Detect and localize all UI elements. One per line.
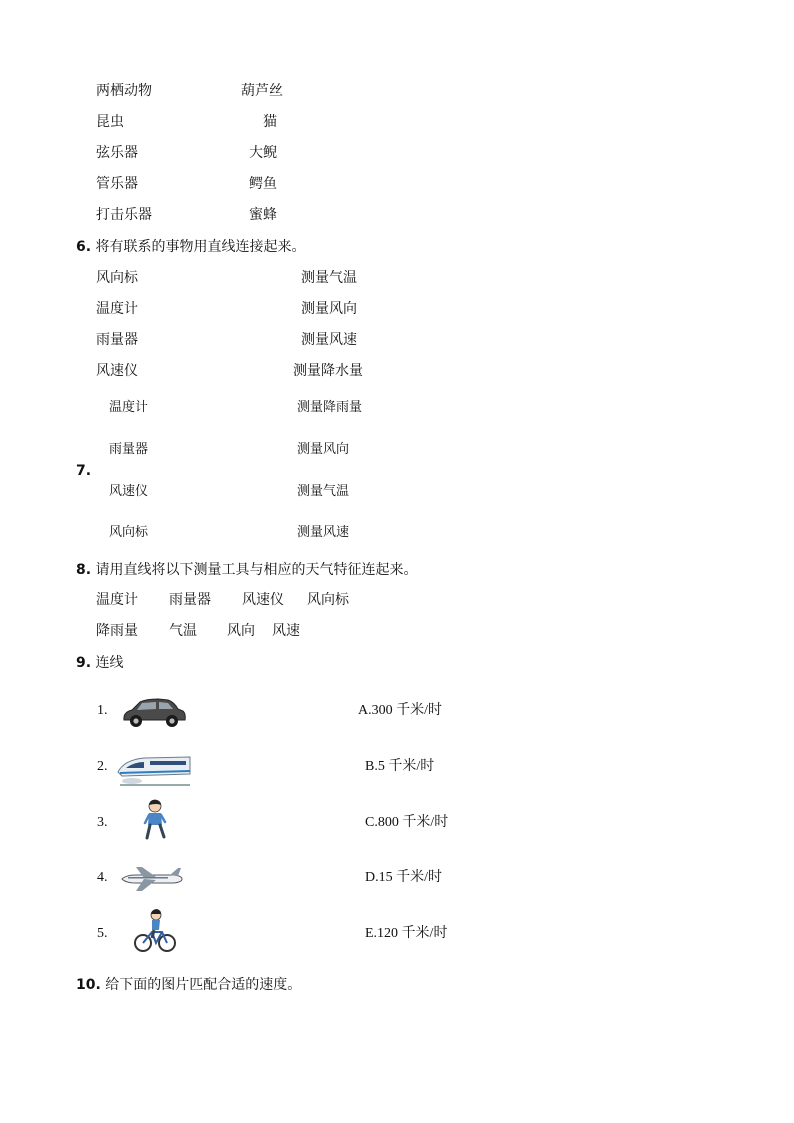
q8-tool: 风向标 <box>307 592 349 608</box>
q9-speed-option: C.800 千米/时 <box>365 815 449 830</box>
q5-left-item: 弦乐器 <box>96 145 138 161</box>
q8-tool: 风速仪 <box>242 592 284 608</box>
q9-item-label: 2. <box>97 759 108 774</box>
train-icon <box>114 746 194 790</box>
q7-right-item: 测量降雨量 <box>297 400 363 415</box>
q8-tool: 雨量器 <box>169 592 211 608</box>
q9-item-label: 5. <box>97 926 108 941</box>
q7-left-item: 风向标 <box>109 525 149 540</box>
q8-question <box>76 561 418 579</box>
q6-left-item: 风向标 <box>96 270 138 286</box>
question-number: 10. <box>76 977 101 993</box>
q7-right-item: 测量风向 <box>297 442 350 457</box>
q6-question <box>76 238 306 256</box>
q6-right-item: 测量降水量 <box>293 363 363 379</box>
q6-right-item: 测量气温 <box>301 270 357 286</box>
q5-right-item: 蜜蜂 <box>249 207 277 223</box>
q8-feature: 风向 <box>227 623 255 639</box>
question-text: 将有联系的事物用直线连接起来。 <box>95 239 306 255</box>
q9-speed-option: D.15 千米/时 <box>365 870 442 885</box>
question-text: 连线 <box>95 655 124 671</box>
q8-feature: 气温 <box>169 623 197 639</box>
q9-question <box>76 654 124 672</box>
q6-left-item: 雨量器 <box>96 332 138 348</box>
q5-right-item: 大鲵 <box>249 145 277 161</box>
q5-right-item: 葫芦丝 <box>241 83 283 99</box>
q5-right-item: 猫 <box>263 114 277 130</box>
q7-right-item: 测量气温 <box>297 484 350 499</box>
question-number: 8. <box>76 562 92 578</box>
question-number: 9. <box>76 655 92 671</box>
q8-tool: 温度计 <box>96 592 138 608</box>
q8-feature: 降雨量 <box>96 623 138 639</box>
q9-item-label: 1. <box>97 703 108 718</box>
q5-left-item: 管乐器 <box>96 176 138 192</box>
car-icon <box>118 692 188 732</box>
airplane-icon <box>118 864 184 894</box>
q6-right-item: 测量风向 <box>301 301 357 317</box>
q5-right-item: 鳄鱼 <box>249 176 277 192</box>
q5-left-item: 昆虫 <box>96 114 124 130</box>
question-text: 请用直线将以下测量工具与相应的天气特征连起来。 <box>95 562 418 578</box>
walking-boy-icon <box>140 798 170 842</box>
q9-speed-option: E.120 千米/时 <box>365 926 448 941</box>
q9-item-label: 4. <box>97 870 108 885</box>
q6-left-item: 温度计 <box>96 301 138 317</box>
q6-right-item: 测量风速 <box>301 332 357 348</box>
question-number: 6. <box>76 239 92 255</box>
question-number: 7. <box>76 463 92 479</box>
q5-left-item: 打击乐器 <box>96 207 152 223</box>
q7-left-item: 风速仪 <box>109 484 149 499</box>
q9-speed-option: A.300 千米/时 <box>358 703 442 718</box>
q9-speed-option: B.5 千米/时 <box>365 759 435 774</box>
q9-item-label: 3. <box>97 815 108 830</box>
question-text: 给下面的图片匹配合适的速度。 <box>105 977 302 993</box>
q6-left-item: 风速仪 <box>96 363 138 379</box>
q7-right-item: 测量风速 <box>297 525 350 540</box>
q8-feature: 风速 <box>272 623 300 639</box>
bicycle-icon <box>132 908 178 954</box>
q10-question <box>76 976 301 994</box>
q7-left-item: 雨量器 <box>109 442 149 457</box>
q5-left-item: 两栖动物 <box>96 83 152 99</box>
q7-left-item: 温度计 <box>109 400 149 415</box>
